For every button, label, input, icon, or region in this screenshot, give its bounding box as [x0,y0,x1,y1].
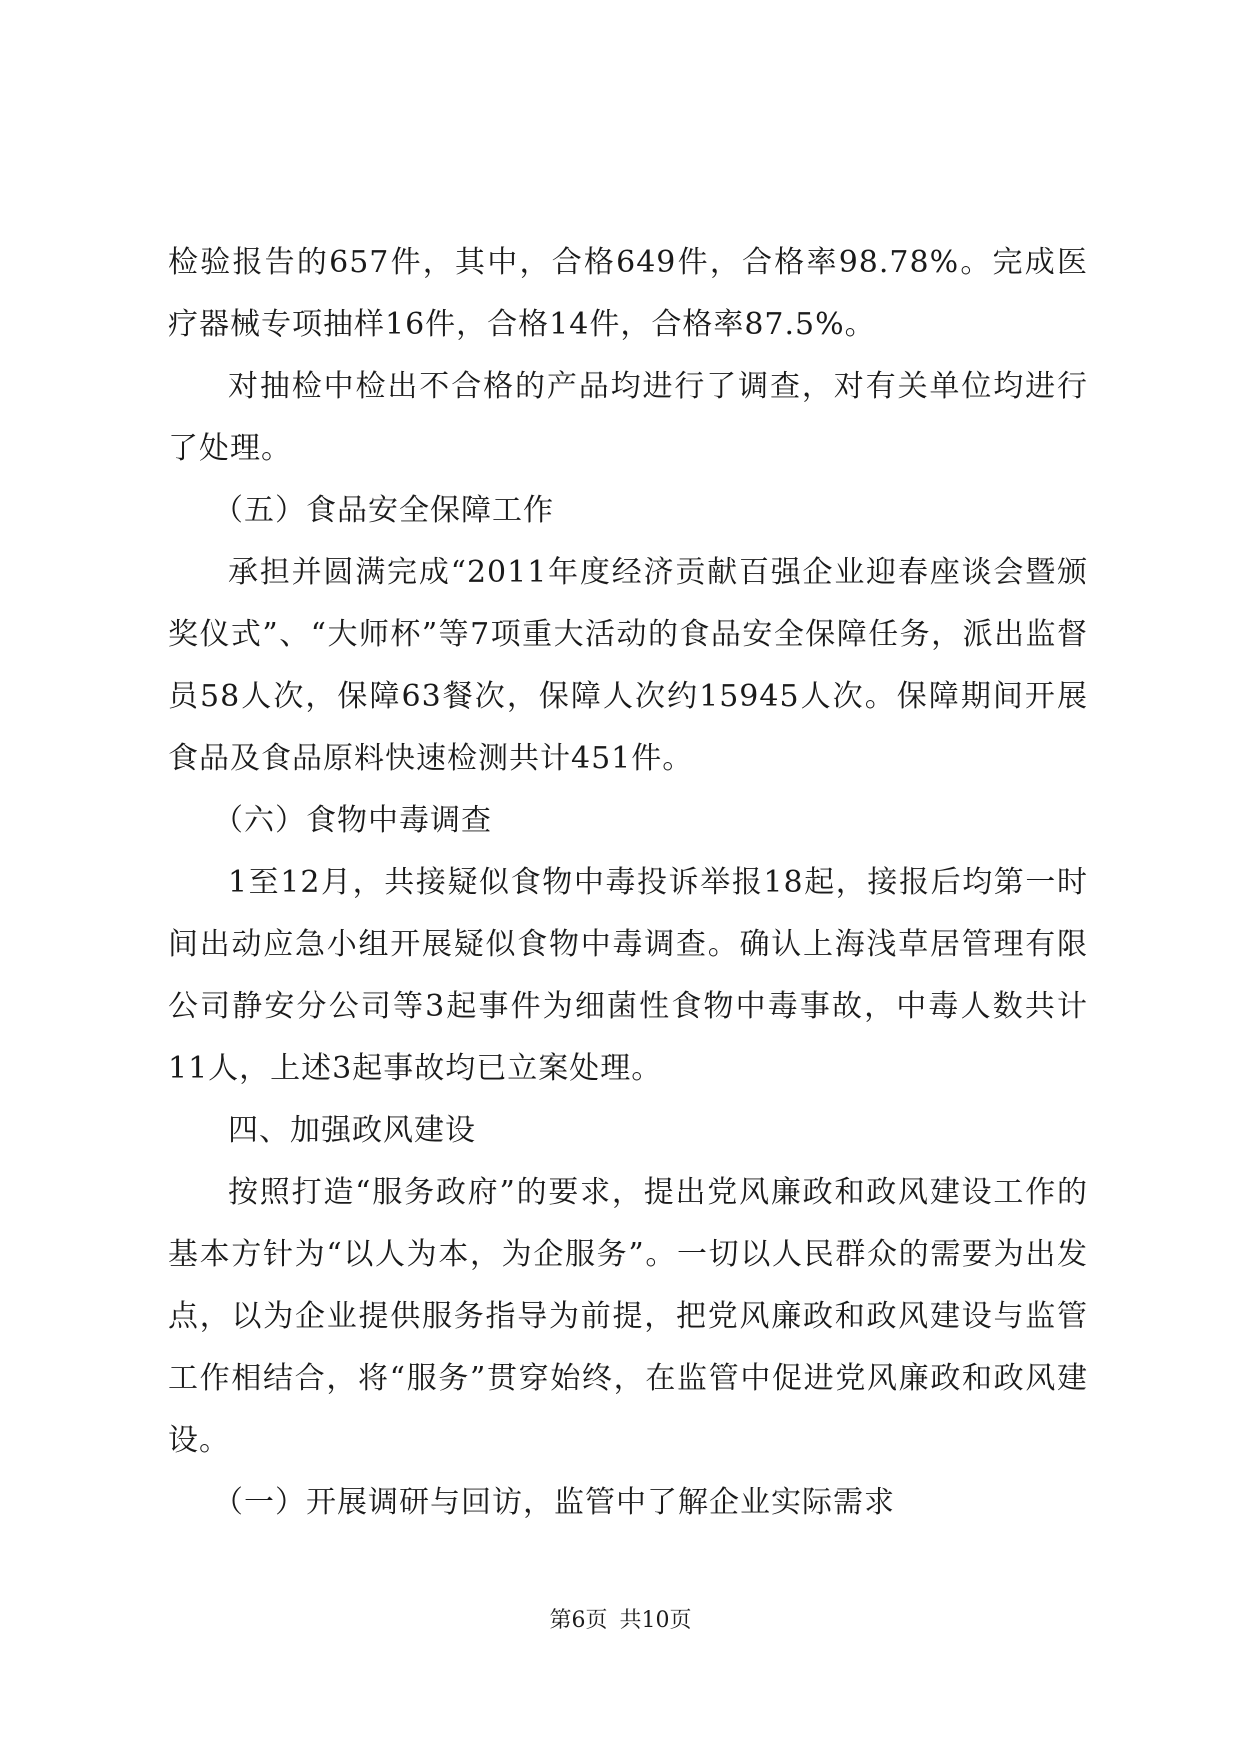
section-heading-government-style: 四、加强政风建设 [228,1113,476,1148]
page-number: 第6页 [549,1608,608,1633]
section-heading-research-and-visits: （一）开展调研与回访，监管中了解企业实际需求 [213,1485,895,1520]
page-total: 共10页 [619,1608,692,1633]
paragraph: 按照打造“服务政府”的要求，提出党风廉政和政风建设工作的基本方针为“以人为本，为企服务”。一切以人民群众的需要为出发点，以为企业提供服务指导为前提，把党风廉政和政风建设与监管工作相结合，将“服务”贯穿始终，在监管中促进党风廉政和政风建设。 [168,1175,1088,1458]
document-body [168,232,1088,1534]
section-heading-food-poisoning-investigation: （六）食物中毒调查 [213,803,492,838]
paragraph: 对抽检中检出不合格的产品均进行了调查，对有关单位均进行了处理。 [168,369,1088,466]
section-heading-food-safety-assurance: （五）食品安全保障工作 [213,493,554,528]
paragraph-continuation: 检验报告的657件，其中，合格649件，合格率98.78%。完成医疗器械专项抽样16件，合格14件，合格率87.5%。 [168,245,1088,342]
paragraph: 承担并圆满完成“2011年度经济贡献百强企业迎春座谈会暨颁奖仪式”、“大师杯”等7项重大活动的食品安全保障任务，派出监督员58人次，保障63餐次，保障人次约15945人次。保障期间开展食品及食品原料快速检测共计451件。 [168,555,1088,776]
paragraph: 1至12月，共接疑似食物中毒投诉举报18起，接报后均第一时间出动应急小组开展疑似食物中毒调查。确认上海浅草居管理有限公司静安分公司等3起事件为细菌性食物中毒事故，中毒人数共计11人，上述3起事故均已立案处理。 [168,865,1088,1086]
page-footer [0,1606,1241,1636]
